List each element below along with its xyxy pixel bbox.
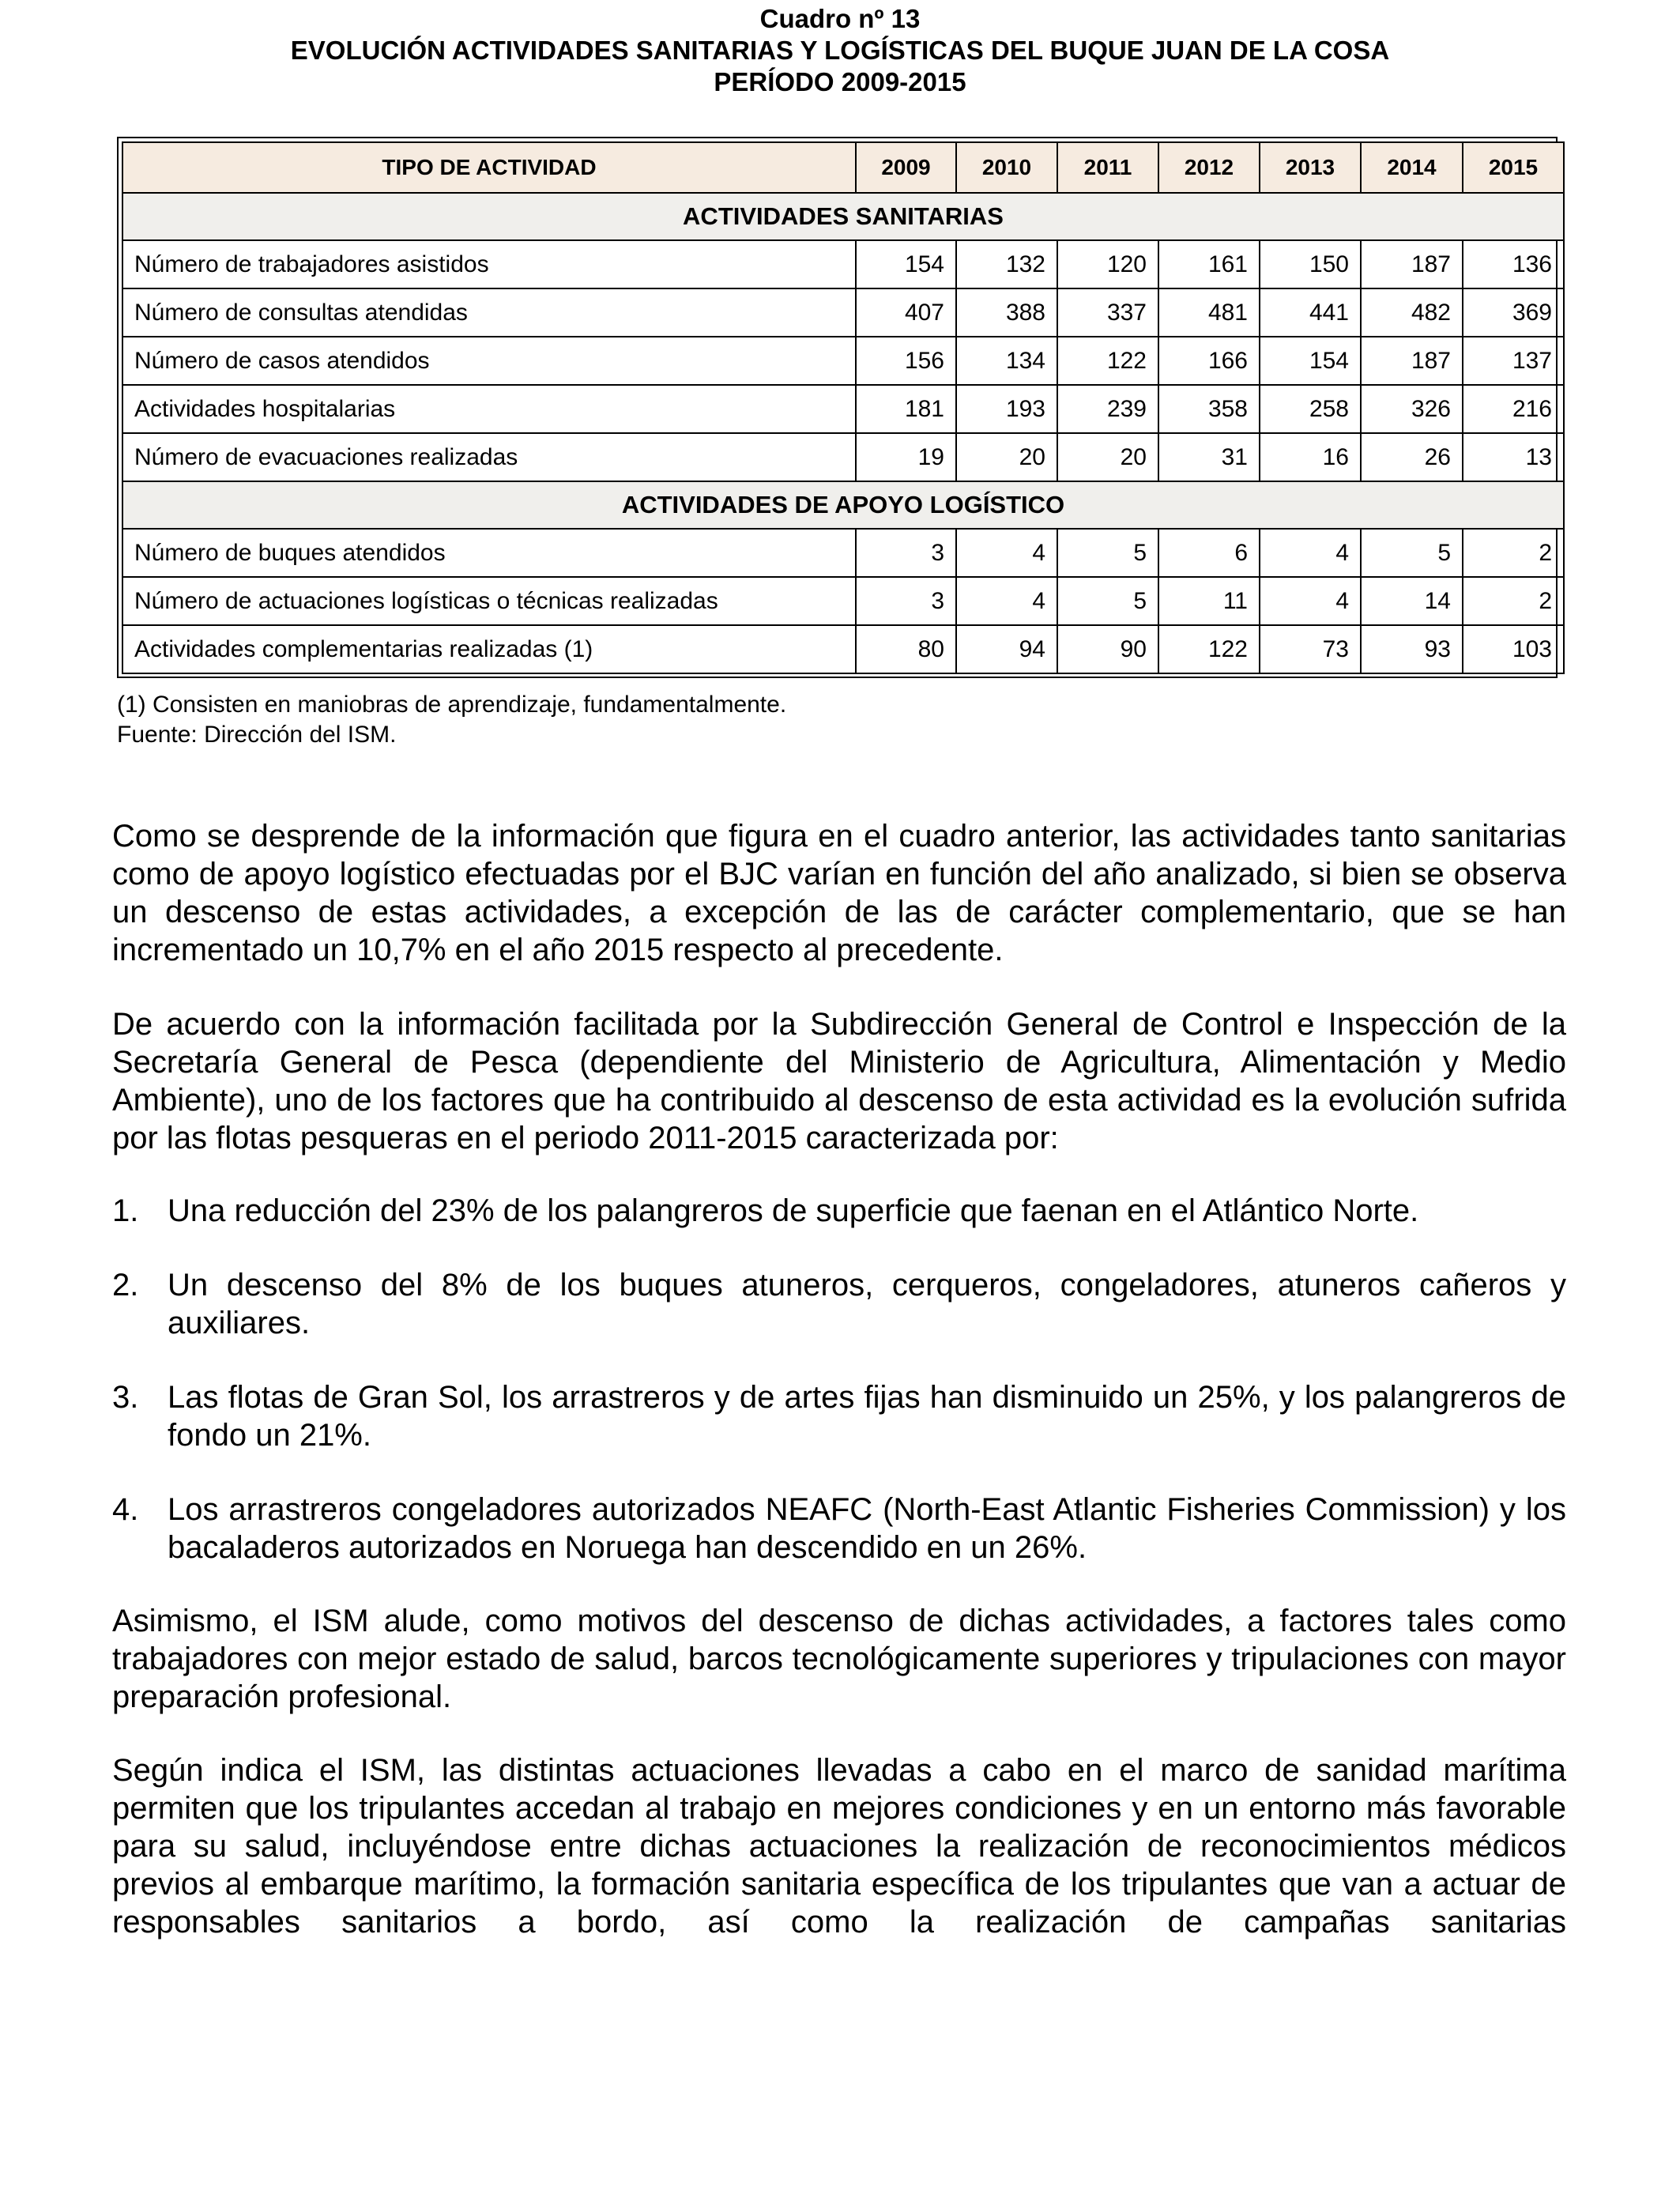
header-cell: 2014: [1361, 142, 1463, 193]
table-notes: [117, 690, 786, 750]
value-cell: 358: [1158, 385, 1260, 433]
table-number-text: Cuadro nº 13: [759, 4, 921, 33]
table-title-block: [0, 3, 1680, 98]
value-cell: 120: [1057, 240, 1158, 288]
table-row: [122, 288, 1564, 337]
header-cell: TIPO DE ACTIVIDAD: [122, 142, 856, 193]
list-number: 4.: [112, 1492, 139, 1527]
value-cell: 154: [1260, 337, 1361, 385]
value-cell: 11: [1158, 577, 1260, 625]
activities-table: [122, 141, 1565, 674]
row-label: Número de actuaciones logísticas o técnicas realizadas: [122, 577, 856, 625]
source-note: Fuente: Dirección del ISM.: [117, 722, 397, 748]
value-cell: 216: [1463, 385, 1564, 433]
table-number: [0, 3, 1680, 35]
value-cell: 136: [1463, 240, 1564, 288]
value-cell: 90: [1057, 625, 1158, 673]
table-row: [122, 625, 1564, 673]
list-number: 1.: [112, 1193, 139, 1228]
list-text: Un descenso del 8% de los buques atuneros, cerqueros, congeladores, atuneros cañeros y auxiliares.: [168, 1268, 1566, 1340]
value-cell: 187: [1361, 337, 1463, 385]
row-label: Actividades complementarias realizadas (1): [122, 625, 856, 673]
activities-table-frame: [117, 137, 1558, 678]
value-cell: 388: [956, 288, 1057, 337]
value-cell: 4: [956, 577, 1057, 625]
header-cell: 2011: [1057, 142, 1158, 193]
value-cell: 481: [1158, 288, 1260, 337]
value-cell: 150: [1260, 240, 1361, 288]
value-cell: 3: [856, 529, 956, 577]
value-cell: 5: [1057, 577, 1158, 625]
table-row: [122, 433, 1564, 481]
table-period: PERÍODO 2009-2015: [714, 67, 966, 96]
value-cell: 137: [1463, 337, 1564, 385]
value-cell: 441: [1260, 288, 1361, 337]
paragraph-1: Como se desprende de la información que figura en el cuadro anterior, las actividades tanto sanitarias como de apoyo logístico efectuadas por el BJC varían en función del año analizado, si bien se observa un descenso de estas actividades, a excepción de las de carácter complementario, que se han incrementado un 10,7% en el año 2015 respecto al precedente.: [112, 819, 1566, 967]
list-text: Los arrastreros congeladores autorizados NEAFC (North-East Atlantic Fisheries Commission) y los bacaladeros autorizados en Noruega han descendido en un 26%.: [168, 1492, 1566, 1565]
value-cell: 103: [1463, 625, 1564, 673]
value-cell: 337: [1057, 288, 1158, 337]
row-label: Número de buques atendidos: [122, 529, 856, 577]
table-row: [122, 337, 1564, 385]
value-cell: 2: [1463, 529, 1564, 577]
value-cell: 4: [1260, 529, 1361, 577]
table-row: [122, 385, 1564, 433]
value-cell: 154: [856, 240, 956, 288]
value-cell: 14: [1361, 577, 1463, 625]
section-label: ACTIVIDADES SANITARIAS: [122, 193, 1564, 240]
list-text: Una reducción del 23% de los palangreros de superficie que faenan en el Atlántico Norte.: [168, 1193, 1419, 1228]
value-cell: 31: [1158, 433, 1260, 481]
value-cell: 19: [856, 433, 956, 481]
value-cell: 161: [1158, 240, 1260, 288]
value-cell: 132: [956, 240, 1057, 288]
table-row: [122, 577, 1564, 625]
value-cell: 4: [1260, 577, 1361, 625]
value-cell: 166: [1158, 337, 1260, 385]
table-row: [122, 240, 1564, 288]
row-label: Número de evacuaciones realizadas: [122, 433, 856, 481]
value-cell: 80: [856, 625, 956, 673]
value-cell: 156: [856, 337, 956, 385]
section-row-logistico: [122, 481, 1564, 529]
value-cell: 258: [1260, 385, 1361, 433]
header-cell: 2010: [956, 142, 1057, 193]
value-cell: 2: [1463, 577, 1564, 625]
paragraph-4: Según indica el ISM, las distintas actuaciones llevadas a cabo en el marco de sanidad marítima permiten que los tripulantes accedan al trabajo en mejores condiciones y en un entorno más favorable para su salud, incluyéndose entre dichas actuaciones la realización de reconocimientos médicos previos al embarque marítimo, la formación sanitaria específica de los tripulantes que van a actuar de responsables sanitarios a bordo, así como la realización de campañas sanitarias: [112, 1753, 1566, 1940]
value-cell: 187: [1361, 240, 1463, 288]
value-cell: 5: [1057, 529, 1158, 577]
value-cell: 4: [956, 529, 1057, 577]
value-cell: 5: [1361, 529, 1463, 577]
header-cell: 2012: [1158, 142, 1260, 193]
header-cell: 2013: [1260, 142, 1361, 193]
section-label: ACTIVIDADES DE APOYO LOGÍSTICO: [122, 481, 1564, 529]
value-cell: 193: [956, 385, 1057, 433]
value-cell: 94: [956, 625, 1057, 673]
value-cell: 6: [1158, 529, 1260, 577]
row-label: Número de consultas atendidas: [122, 288, 856, 337]
row-label: Número de casos atendidos: [122, 337, 856, 385]
value-cell: 122: [1158, 625, 1260, 673]
value-cell: 73: [1260, 625, 1361, 673]
value-cell: 326: [1361, 385, 1463, 433]
row-label: Número de trabajadores asistidos: [122, 240, 856, 288]
row-label: Actividades hospitalarias: [122, 385, 856, 433]
value-cell: 3: [856, 577, 956, 625]
header-cell: 2015: [1463, 142, 1564, 193]
value-cell: 482: [1361, 288, 1463, 337]
value-cell: 181: [856, 385, 956, 433]
header-cell: 2009: [856, 142, 956, 193]
value-cell: 13: [1463, 433, 1564, 481]
section-row-sanitarias: [122, 193, 1564, 240]
value-cell: 20: [956, 433, 1057, 481]
paragraph-2: De acuerdo con la información facilitada por la Subdirección General de Control e Inspección de la Secretaría General de Pesca (dependiente del Ministerio de Agricultura, Alimentación y Medio Ambiente), uno de los factores que ha contribuido al descenso de esta actividad es la evolución sufrida por las flotas pesqueras en el periodo 2011-2015 caracterizada por:: [112, 1007, 1566, 1155]
value-cell: 239: [1057, 385, 1158, 433]
value-cell: 134: [956, 337, 1057, 385]
table-row: [122, 529, 1564, 577]
value-cell: 20: [1057, 433, 1158, 481]
value-cell: 407: [856, 288, 956, 337]
table-title: EVOLUCIÓN ACTIVIDADES SANITARIAS Y LOGÍSTICAS DEL BUQUE JUAN DE LA COSA: [290, 36, 1390, 65]
paragraph-3: Asimismo, el ISM alude, como motivos del descenso de dichas actividades, a factores tales como trabajadores con mejor estado de salud, barcos tecnológicamente superiores y tripulaciones con mayor preparación profesional.: [112, 1604, 1566, 1714]
list-number: 3.: [112, 1380, 139, 1415]
value-cell: 93: [1361, 625, 1463, 673]
footnote: (1) Consisten en maniobras de aprendizaje, fundamentalmente.: [117, 692, 787, 718]
value-cell: 26: [1361, 433, 1463, 481]
value-cell: 122: [1057, 337, 1158, 385]
table-header-row: [122, 142, 1564, 193]
value-cell: 369: [1463, 288, 1564, 337]
list-text: Las flotas de Gran Sol, los arrastreros y de artes fijas han disminuido un 25%, y los palangreros de fondo un 21%.: [168, 1380, 1566, 1453]
value-cell: 16: [1260, 433, 1361, 481]
list-number: 2.: [112, 1268, 139, 1302]
